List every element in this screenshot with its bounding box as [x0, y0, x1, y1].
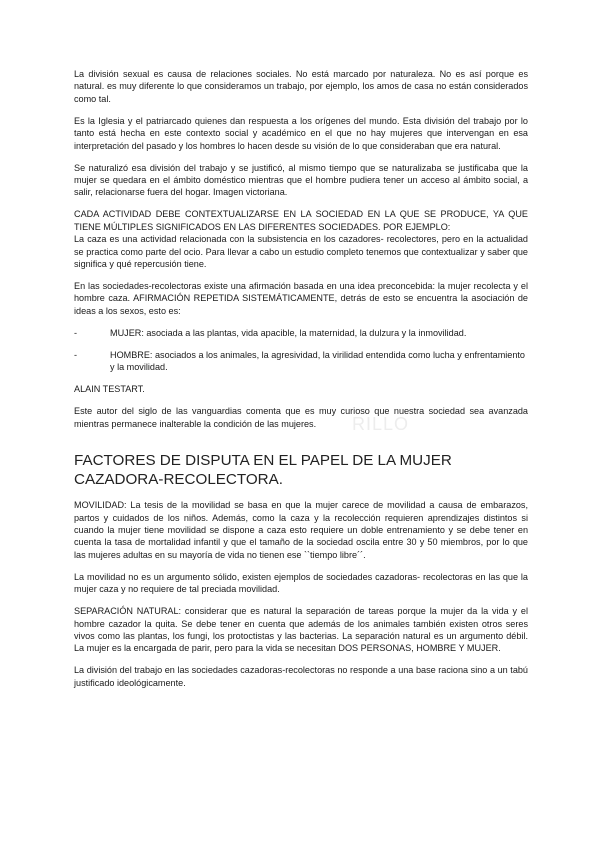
bullet-marker: - [74, 349, 78, 360]
section-heading: FACTORES DE DISPUTA EN EL PAPEL DE LA MUJER CAZADORA-RECOLECTORA. [74, 452, 452, 489]
paragraph: Es la Iglesia y el patriarcado quienes dan respuesta a los orígenes del mundo. Esta división del trabajo por lo tanto está hecha en este contexto social y académico en el que no hay mujeres que intervengan en esa interpretación del pasado y los hombres lo hacen desde su visión de lo que consideraban que era natural. [74, 115, 528, 151]
paragraph: En las sociedades-recolectoras existe una afirmación basada en una idea preconcebida: la mujer recolecta y el hombre caza. AFIRMACIÓN REPETIDA SISTEMÁTICAMENTE, detrás de esto se encuentra la asociación de ideas a los sexos, esto es: [74, 281, 528, 316]
paragraph: ALAIN TESTART. [74, 384, 145, 395]
paragraph: La movilidad no es un argumento sólido, existen ejemplos de sociedades cazadoras- recolectoras en las que la mujer caza y no requiere de tal preciada movilidad. [74, 571, 528, 595]
paragraph: SEPARACIÓN NATURAL: considerar que es natural la separación de tareas porque la mujer da la vida y el hombre cazador la quita. Se debe tener en cuenta que además de los animales también existen otros seres vivos como las plantas, los fungi, los protoctistas y las bacterias. La separación natural es un argumento débil. La mujer es la encargada de parir, pero para la vida se necesitan DOS PERSONAS, HOMBRE Y MUJER. [74, 606, 528, 654]
list-item-text: HOMBRE: asociados a los animales, la agresividad, la virilidad entendida como lucha y enfrentamiento y la movilidad. [110, 349, 525, 373]
paragraph: Este autor del siglo de las vanguardias comenta que es muy curioso que nuestra sociedad sea avanzada mientras permanece inalterable la condición de las mujeres. [74, 406, 528, 429]
paragraph: La caza es una actividad relacionada con la subsistencia en los cazadores- recolectores, pero en la actualidad se practica como parte del ocio. Para llevar a cabo un estudio completo tenemos que contextualizar y saber que significa y qué repercusión tiene. [74, 234, 528, 270]
list-item-text: MUJER: asociada a las plantas, vida apacible, la maternidad, la dulzura y la inmovilidad. [110, 327, 467, 338]
paragraph: La división del trabajo en las sociedades cazadoras-recolectoras no responde a una base raciona sino a un tabú justificado ideológicamente. [74, 665, 528, 688]
paragraph: La división sexual es causa de relaciones sociales. No está marcado por naturaleza. No es así porque es natural. es muy diferente lo que consideramos un trabajo, por ejemplo, los amos de casa no están considerados como tal. [74, 69, 528, 104]
paragraph: CADA ACTIVIDAD DEBE CONTEXTUALIZARSE EN LA SOCIEDAD EN LA QUE SE PRODUCE, YA QUE TIENE MÚLTIPLES SIGNIFICADOS EN LAS DIFERENTES SOCIEDADES. POR EJEMPLO: [74, 209, 528, 232]
watermark: RILLO [352, 414, 410, 434]
paragraph: Se naturalizó esa división del trabajo y se justificó, al mismo tiempo que se naturalizaba se justificaba que la mujer se quedara en el ámbito doméstico mientras que el hombre pudiera tener un acceso al ámbito social, a salir, relacionarse fuera del hogar. Imagen victoriana. [74, 162, 528, 198]
list-item [74, 327, 528, 339]
document-page [74, 68, 528, 699]
bullet-marker: - [74, 327, 78, 338]
list-item [74, 349, 528, 374]
paragraph: MOVILIDAD: La tesis de la movilidad se basa en que la mujer carece de movilidad a causa de embarazos, partos y cuidados de los niños. Además, como la caza y la recolección requieren aprendizajes distintos si cuando la mujer tiene movilidad se dispone a caza esto requiere un doble entrenamiento y se debe tener en cuenta la tasa de mortalidad infantil y que el tamaño de la sociedad oscila entre 30 y 50 miembros, por lo que las mujeres adultas en su mayoría de vida no tienen ese ``tiempo libre´´. [74, 500, 528, 560]
